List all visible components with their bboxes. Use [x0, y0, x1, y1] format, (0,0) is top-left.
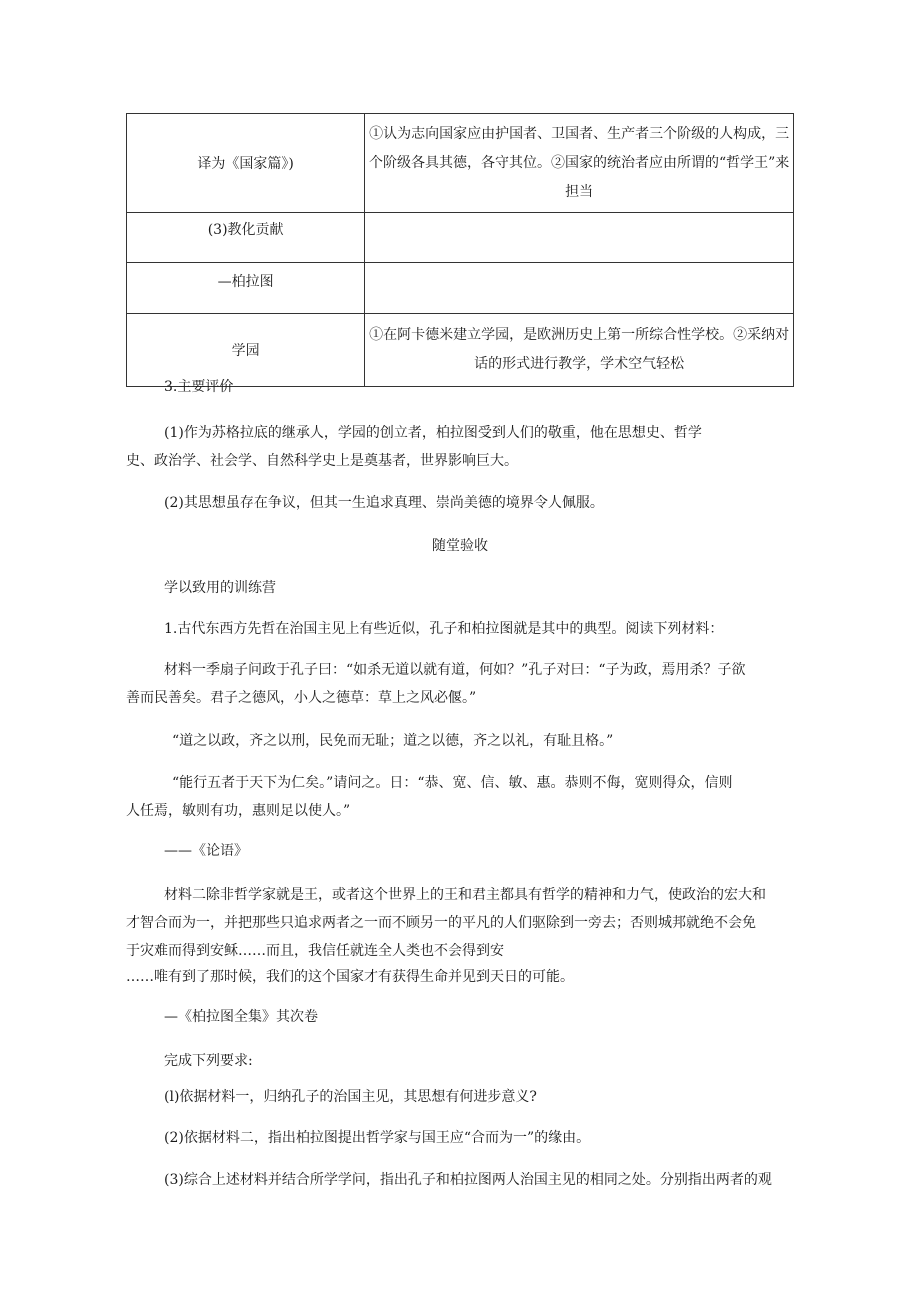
section-title-main-evaluation: 3.主要评价	[164, 379, 234, 395]
material-1-quote-3-line-1: “能行五者于天下为仁矣。”请问之。日：“恭、宽、信、敏、惠。恭则不侮，宽则得众，信则	[172, 775, 733, 791]
evaluation-paragraph-2: (2)其思想虽存在争议，但其一生追求真理、崇尚美德的境界令人佩服。	[164, 495, 604, 511]
practice-heading: 随堂验收	[432, 538, 488, 554]
task-1: (l)依据材料一，归纳孔子的治国主见，其思想有何进步意义?	[164, 1089, 537, 1105]
material-2-line-1: 材料二除非哲学家就是王，或者这个世界上的王和君主都具有哲学的精神和力气，使政治的宏大和	[164, 887, 766, 903]
practice-subheading: 学以致用的训练营	[164, 580, 276, 596]
material-2-line-2: 才智合而为一，并把那些只追求两者之一而不顾另一的平凡的人们驱除到一旁去；否则城邦就绝不会免	[126, 915, 756, 931]
table-cell-empty	[365, 213, 794, 263]
table-cell-republic: 译为《国家篇》)	[127, 114, 365, 213]
material-1-line-1: 材料一季扇子问政于孔子曰：“如杀无道以就有道，何如？”孔子对曰：“子为政，焉用杀？子欲	[164, 662, 746, 678]
material-2-line-4: ……唯有到了那时候，我们的这个国家才有获得生命并见到天日的可能。	[126, 969, 574, 985]
table-row	[127, 263, 794, 314]
question-1-intro: 1.古代东西方先哲在治国主见上有些近似，孔子和柏拉图就是其中的典型。阅读下列材料：	[164, 621, 724, 637]
evaluation-paragraph-1-line-1: (1)作为苏格拉底的继承人，学园的创立者，柏拉图受到人们的敬重，他在思想史、哲学	[164, 425, 702, 441]
task-intro: 完成下列要求:	[164, 1053, 253, 1069]
material-1-line-2: 善而民善矣。君子之德风，小人之德草：草上之风必偃。”	[126, 690, 477, 706]
material-1-source: ——《论语》	[164, 843, 248, 859]
task-2: (2)依据材料二，指出柏拉图提出哲学家与国王应“合而为一”的缘由。	[164, 1130, 591, 1146]
material-1-quote-2: “道之以政，齐之以刑，民免而无耻；道之以德，齐之以礼，有耻且格。”	[172, 733, 614, 749]
table-row	[127, 114, 794, 213]
table-cell-academy-desc: ①在阿卡德米建立学园，是欧洲历史上第一所综合性学校。②采纳对话的形式进行教学，学术空气轻松	[365, 314, 794, 387]
table-cell-education-contribution: (3)教化贡献	[127, 213, 365, 263]
material-1-quote-3-line-2: 人任焉，敏则有功，惠则足以使人。”	[126, 803, 351, 819]
table-cell-academy: 学园	[127, 314, 365, 387]
material-2-line-3: 于灾难而得到安稣……而且，我信任就连全人类也不会得到安	[126, 943, 504, 959]
plato-info-table	[126, 113, 794, 387]
evaluation-paragraph-1-line-2: 史、政治学、社会学、自然科学史上是奠基者，世界影响巨大。	[126, 453, 518, 469]
material-2-source: —《柏拉图全集》其次卷	[164, 1009, 318, 1025]
table-row	[127, 213, 794, 263]
table-cell-republic-desc: ①认为志向国家应由护国者、卫国者、生产者三个阶级的人构成，三个阶级各具其德，各守其位。②国家的统治者应由所谓的“哲学王”来担当	[365, 114, 794, 213]
table-cell-plato: —柏拉图	[127, 263, 365, 314]
task-3: (3)综合上述材料并结合所学学问，指出孔子和柏拉图两人治国主见的相同之处。分别指出两者的观	[164, 1172, 772, 1188]
table-cell-empty	[365, 263, 794, 314]
